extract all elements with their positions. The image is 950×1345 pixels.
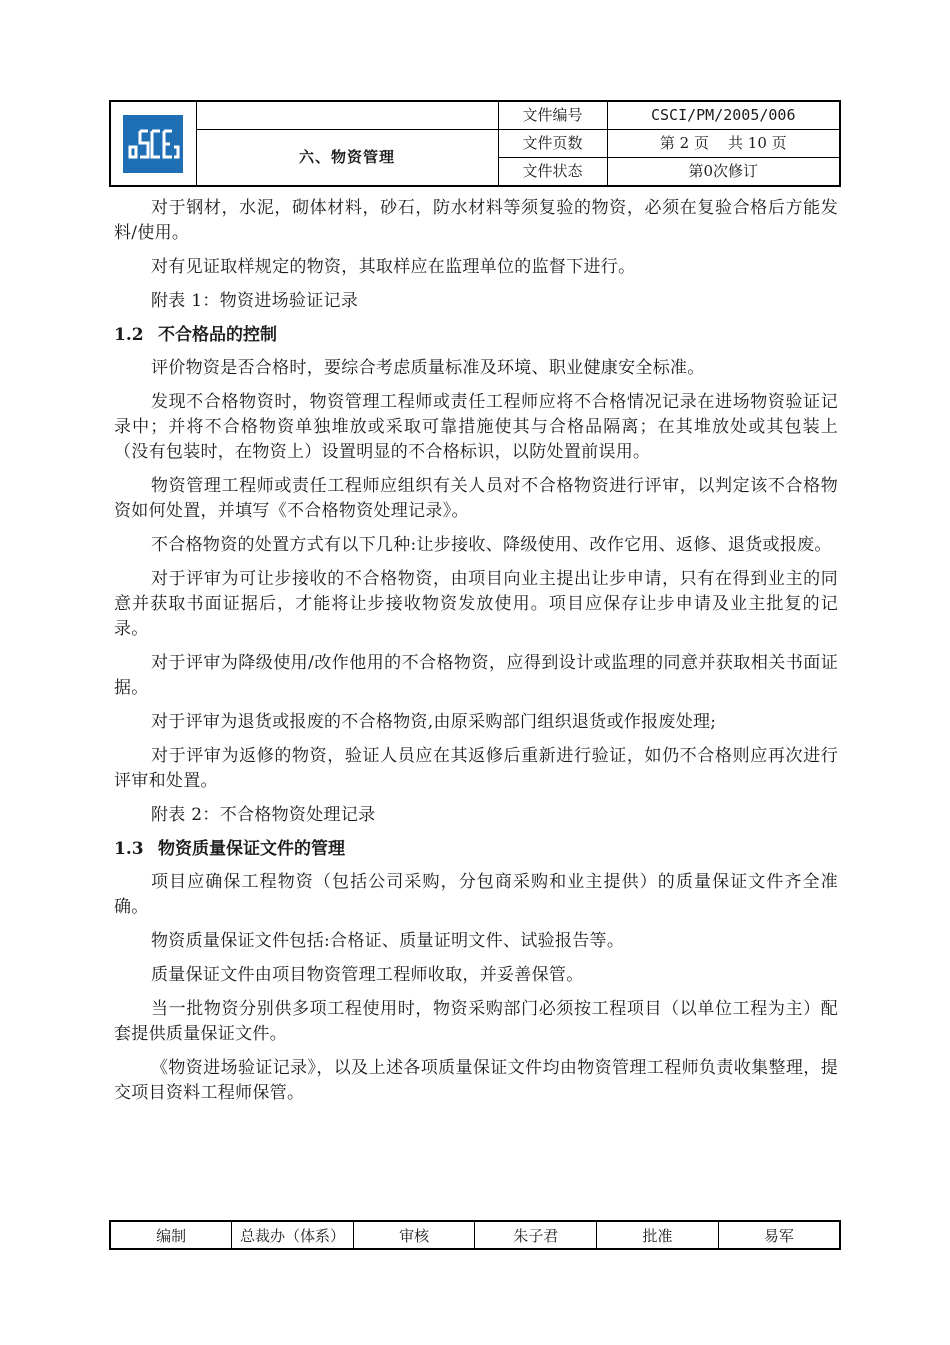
paragraph: 对于评审为降级使用/改作他用的不合格物资，应得到设计或监理的同意并获取相关书面证据。 — [114, 653, 838, 698]
paragraph: 物资管理工程师或责任工程师应组织有关人员对不合格物资进行评审，以判定该不合格物资如何处置，并填写《不合格物资处理记录》。 — [114, 476, 838, 521]
file-pages-value: 第 2 页 共 10 页 — [607, 130, 840, 158]
reviewed-by-label: 审核 — [353, 1221, 475, 1249]
file-status-value: 第0次修订 — [607, 158, 840, 186]
section-number: 1.2 — [114, 325, 144, 345]
paragraph: 《物资进场验证记录》，以及上述各项质量保证文件均由物资管理工程师负责收集整理，提交项目资料工程师保管。 — [114, 1058, 838, 1103]
paragraph: 对于评审为返修的物资，验证人员应在其返修后重新进行验证，如仍不合格则应再次进行评审和处置。 — [114, 746, 838, 791]
paragraph: 质量保证文件由项目物资管理工程师收取，并妥善保管。 — [151, 965, 584, 985]
cscec-logo-icon — [126, 119, 180, 169]
cscec-logo — [123, 115, 183, 173]
section-heading-1-3 — [114, 837, 838, 862]
paragraph: 发现不合格物资时，物资管理工程师或责任工程师应将不合格情况记录在进场物资验证记录中；并将不合格物资单独堆放或采取可靠措施使其与合格品隔离；在其堆放处或其包装上（没有包装时，在物资上）设置明显的不合格标识，以防处置前误用。 — [114, 392, 838, 462]
paragraph: 项目应确保工程物资（包括公司采购，分包商采购和业主提供）的质量保证文件齐全准确。 — [114, 872, 838, 917]
approval-footer-table — [109, 1220, 841, 1250]
approved-by-label: 批准 — [597, 1221, 719, 1249]
approved-by-value: 易军 — [718, 1221, 840, 1249]
section-title: 不合格品的控制 — [158, 325, 277, 345]
section-title: 物资质量保证文件的管理 — [158, 839, 345, 859]
paragraph: 评价物资是否合格时，要综合考虑质量标准及环境、职业健康安全标准。 — [151, 358, 705, 378]
reviewed-by-value: 朱子君 — [475, 1221, 597, 1249]
paragraph: 对于评审为退货或报废的不合格物资,由原采购部门组织退货或作报废处理; — [151, 712, 717, 732]
section-number: 1.3 — [114, 839, 144, 859]
file-number-value: CSCI/PM/2005/006 — [607, 101, 840, 130]
appendix-reference: 附表 1：物资进场验证记录 — [151, 291, 359, 311]
paragraph: 当一批物资分别供多项工程使用时，物资采购部门必须按工程项目（以单位工程为主）配套提供质量保证文件。 — [114, 999, 838, 1044]
document-body — [114, 196, 838, 1115]
logo-cell — [110, 101, 196, 186]
paragraph: 对有见证取样规定的物资，其取样应在监理单位的监督下进行。 — [151, 257, 636, 277]
appendix-reference: 附表 2：不合格物资处理记录 — [151, 805, 376, 825]
document-title: 六、物资管理 — [196, 130, 498, 186]
file-number-label: 文件编号 — [498, 101, 607, 130]
document-header-table — [109, 100, 841, 187]
prepared-by-value: 总裁办（体系） — [232, 1221, 354, 1249]
paragraph: 对于评审为可让步接收的不合格物资，由项目向业主提出让步申请，只有在得到业主的同意并获取书面证据后，才能将让步接收物资发放使用。项目应保存让步申请及业主批复的记录。 — [114, 569, 838, 639]
section-heading-1-2 — [114, 323, 838, 348]
paragraph: 对于钢材，水泥，砌体材料，砂石，防水材料等须复验的物资，必须在复验合格后方能发料/使用。 — [114, 198, 838, 243]
prepared-by-label: 编制 — [110, 1221, 232, 1249]
file-status-label: 文件状态 — [498, 158, 607, 186]
header-blank-cell — [196, 101, 498, 130]
paragraph: 物资质量保证文件包括:合格证、质量证明文件、试验报告等。 — [151, 931, 625, 951]
file-pages-label: 文件页数 — [498, 130, 607, 158]
paragraph: 不合格物资的处置方式有以下几种:让步接收、降级使用、改作它用、返修、退货或报废。 — [151, 535, 832, 555]
